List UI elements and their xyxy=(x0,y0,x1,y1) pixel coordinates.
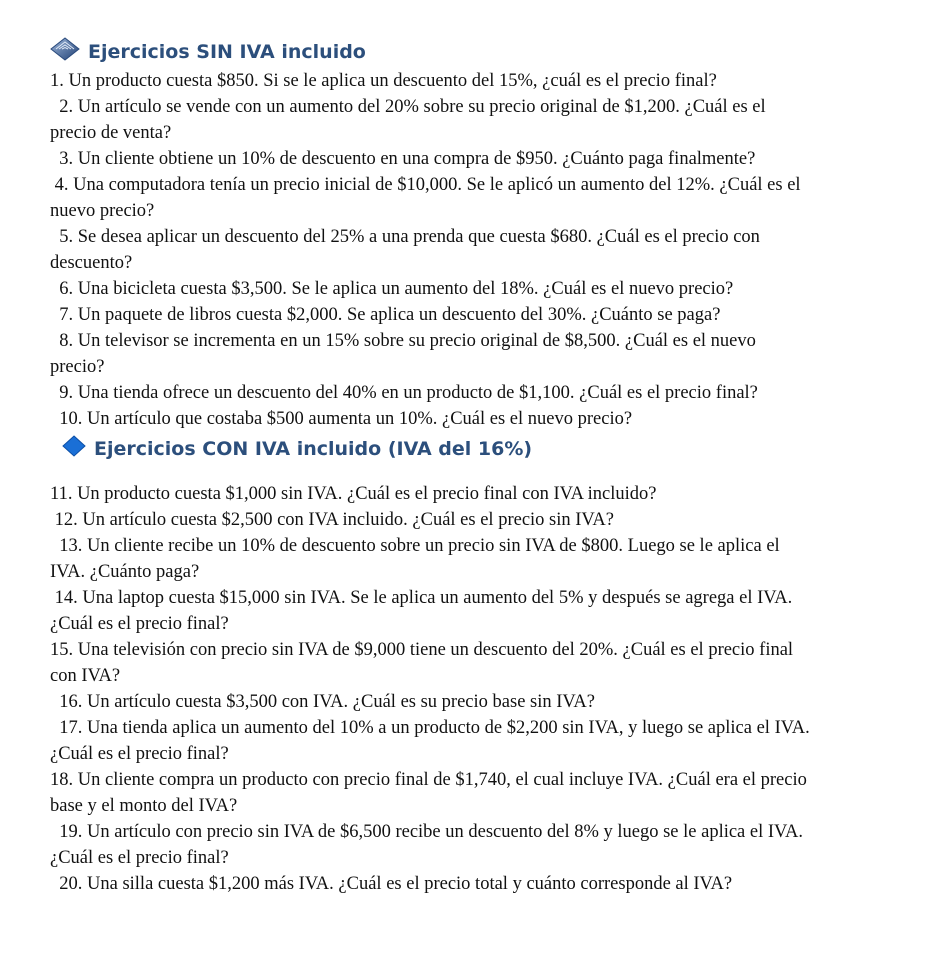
exercise-18: 18. Un cliente compra un producto con precio final de $1,740, el cual incluye IVA. ¿Cuál era el precio base y el monto del IVA? xyxy=(50,770,807,816)
exercise-20: 20. Una silla cuesta $1,200 más IVA. ¿Cuál es el precio total y cuánto corresponde al IVA? xyxy=(50,874,733,894)
exercise-17: 17. Una tienda aplica un aumento del 10% a un producto de $2,200 sin IVA, y luego se aplica el IVA. ¿Cuál es el precio final? xyxy=(50,718,810,764)
exercise-6: 6. Una bicicleta cuesta $3,500. Se le aplica un aumento del 18%. ¿Cuál es el nuevo precio? xyxy=(50,279,734,299)
exercise-12: 12. Un artículo cuesta $2,500 con IVA incluido. ¿Cuál es el precio sin IVA? xyxy=(50,510,614,530)
exercise-3: 3. Un cliente obtiene un 10% de descuento en una compra de $950. ¿Cuánto paga finalmente? xyxy=(50,149,756,169)
exercise-14: 14. Una laptop cuesta $15,000 sin IVA. Se le aplica un aumento del 5% y después se agrega el IVA. ¿Cuál es el precio final? xyxy=(50,588,793,634)
exercise-11: 11. Un producto cuesta $1,000 sin IVA. ¿Cuál es el precio final con IVA incluido? xyxy=(50,484,657,504)
exercise-19: 19. Un artículo con precio sin IVA de $6,500 recibe un descuento del 8% y luego se le aplica el IVA. ¿Cuál es el precio final? xyxy=(50,822,803,868)
exercise-1: 1. Un producto cuesta $850. Si se le aplica un descuento del 15%, ¿cuál es el precio final? xyxy=(50,71,717,91)
exercise-5: 5. Se desea aplicar un descuento del 25% a una prenda que cuesta $680. ¿Cuál es el precio con descuento? xyxy=(50,227,760,273)
exercise-13: 13. Un cliente recibe un 10% de descuento sobre un precio sin IVA de $800. Luego se le aplica el IVA. ¿Cuánto paga? xyxy=(50,536,780,582)
exercise-10: 10. Un artículo que costaba $500 aumenta un 10%. ¿Cuál es el nuevo precio? xyxy=(50,409,633,429)
exercise-9: 9. Una tienda ofrece un descuento del 40% en un producto de $1,100. ¿Cuál es el precio final? xyxy=(50,383,758,403)
exercise-15: 15. Una televisión con precio sin IVA de $9,000 tiene un descuento del 20%. ¿Cuál es el precio final con IVA? xyxy=(50,640,794,686)
exercise-8: 8. Un televisor se incrementa en un 15% sobre su precio original de $8,500. ¿Cuál es el nuevo precio? xyxy=(50,331,756,377)
section-heading-sin-iva xyxy=(50,37,366,66)
exercise-4: 4. Una computadora tenía un precio inicial de $10,000. Se le aplicó un aumento del 12%. ¿Cuál es el nuevo precio? xyxy=(50,175,801,221)
section-title: Ejercicios SIN IVA incluido xyxy=(88,40,366,63)
blue-gradient-diamond-icon xyxy=(50,37,80,66)
section-title: Ejercicios CON IVA incluido (IVA del 16%) xyxy=(94,437,533,460)
exercise-16: 16. Un artículo cuesta $3,500 con IVA. ¿Cuál es su precio base sin IVA? xyxy=(50,692,595,712)
section-heading-con-iva xyxy=(62,435,532,462)
blue-diamond-icon xyxy=(62,435,86,462)
exercise-7: 7. Un paquete de libros cuesta $2,000. Se aplica un descuento del 30%. ¿Cuánto se paga? xyxy=(50,305,721,325)
exercise-2: 2. Un artículo se vende con un aumento del 20% sobre su precio original de $1,200. ¿Cuál es el precio de venta? xyxy=(50,97,766,143)
